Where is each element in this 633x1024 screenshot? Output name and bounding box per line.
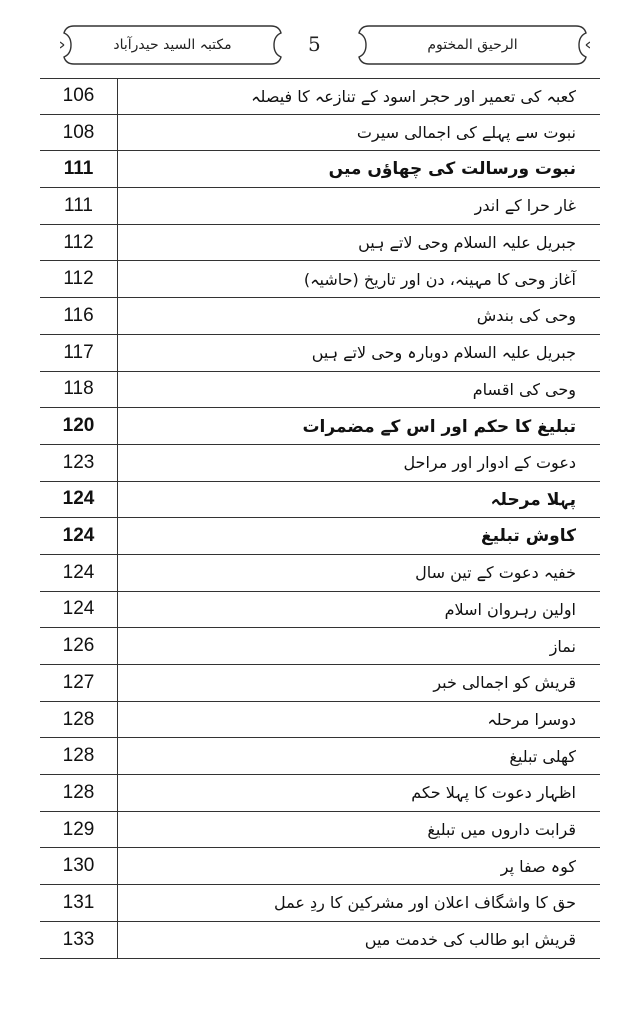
toc-row: [40, 298, 600, 335]
toc-page-number: 111: [40, 188, 118, 224]
toc-entry-title: غار حرا کے اندر: [474, 196, 576, 216]
toc-row: [40, 188, 600, 225]
toc-entry-title: کاوش تبلیغ: [480, 526, 576, 547]
toc-page-number: 124: [40, 592, 118, 628]
toc-entry-title: وحی کی بندش: [476, 306, 576, 326]
toc-entry-title: اظہار دعوت کا پہلا حکم: [411, 783, 576, 803]
toc-page-number: 128: [40, 738, 118, 774]
toc-entry-title: خفیہ دعوت کے تین سال: [415, 563, 576, 583]
toc-page-number: 123: [40, 445, 118, 481]
toc-entry-title: آغاز وحی کا مہینہ، دن اور تاریخ (حاشیہ): [303, 269, 576, 289]
book-title: الرحیق المختوم: [427, 37, 518, 53]
toc-entry-title: قریش کو اجمالی خبر: [433, 673, 576, 693]
toc-page-number: 128: [40, 702, 118, 738]
toc-entry-title: دعوت کے ادوار اور مراحل: [403, 453, 576, 473]
toc-row: [40, 665, 600, 702]
toc-page-number: 111: [40, 151, 118, 187]
toc-page-number: 108: [40, 115, 118, 151]
toc-page-number: 129: [40, 812, 118, 848]
toc-page-number: 118: [40, 372, 118, 408]
toc-entry-title: نبوت سے پہلے کی اجمالی سیرت: [356, 123, 576, 143]
toc-entry-title: کعبہ کی تعمیر اور حجر اسود کے تنازعہ کا فیصلہ: [251, 86, 576, 106]
toc-page-number: 124: [40, 518, 118, 554]
book-title-cartouche: [355, 22, 590, 68]
toc-entry-title: اولین رہروان اسلام: [444, 599, 576, 619]
toc-entry-title: دوسرا مرحلہ: [487, 710, 576, 730]
toc-row: [40, 702, 600, 739]
toc-page-number: 124: [40, 555, 118, 591]
toc-entry-title: کوہ صفا پر: [500, 856, 576, 876]
page-number: 5: [308, 32, 321, 56]
toc-row: [40, 812, 600, 849]
toc-page-number: 128: [40, 775, 118, 811]
toc-row: [40, 335, 600, 372]
publisher-cartouche: [60, 22, 285, 68]
toc-row: [40, 592, 600, 629]
toc-row: [40, 78, 600, 115]
toc-row: [40, 628, 600, 665]
toc-row: [40, 225, 600, 262]
toc-row: [40, 151, 600, 188]
table-of-contents: [40, 78, 600, 959]
toc-entry-title: جبریل علیہ السلام دوبارہ وحی لاتے ہیں: [311, 343, 576, 363]
toc-row: [40, 261, 600, 298]
toc-row: [40, 775, 600, 812]
toc-entry-title: حق کا واشگاف اعلان اور مشرکین کا ردِ عمل: [273, 893, 576, 913]
toc-row: [40, 482, 600, 519]
toc-row: [40, 738, 600, 775]
toc-row: [40, 408, 600, 445]
toc-entry-title: نبوت ورسالت کی چھاؤں میں: [328, 159, 576, 180]
toc-page-number: 133: [40, 922, 118, 958]
toc-page-number: 112: [40, 225, 118, 261]
toc-row: [40, 922, 600, 959]
toc-page-number: 106: [40, 79, 118, 114]
toc-row: [40, 848, 600, 885]
toc-entry-title: تبلیغ کا حکم اور اس کے مضمرات: [302, 416, 576, 437]
toc-page-number: 130: [40, 848, 118, 884]
toc-entry-title: پہلا مرحلہ: [490, 489, 576, 510]
toc-entry-title: وحی کی اقسام: [472, 379, 576, 399]
toc-row: [40, 445, 600, 482]
toc-entry-title: جبریل علیہ السلام وحی لاتے ہیں: [358, 233, 576, 253]
toc-page-number: 124: [40, 482, 118, 518]
toc-row: [40, 372, 600, 409]
toc-row: [40, 555, 600, 592]
toc-entry-title: قرابت داروں میں تبلیغ: [427, 820, 576, 840]
toc-page-number: 116: [40, 298, 118, 334]
toc-page-number: 112: [40, 261, 118, 297]
toc-entry-title: کھلی تبلیغ: [509, 746, 576, 766]
toc-row: [40, 115, 600, 152]
toc-page-number: 127: [40, 665, 118, 701]
toc-entry-title: قریش ابو طالب کی خدمت میں: [364, 930, 576, 950]
publisher-name: مکتبہ السید حیدرآباد: [113, 37, 232, 53]
toc-entry-title: نماز: [549, 636, 576, 656]
page-header: [50, 20, 595, 72]
toc-row: [40, 885, 600, 922]
toc-page-number: 120: [40, 408, 118, 444]
toc-page-number: 117: [40, 335, 118, 371]
toc-page-number: 126: [40, 628, 118, 664]
toc-row: [40, 518, 600, 555]
toc-page-number: 131: [40, 885, 118, 921]
